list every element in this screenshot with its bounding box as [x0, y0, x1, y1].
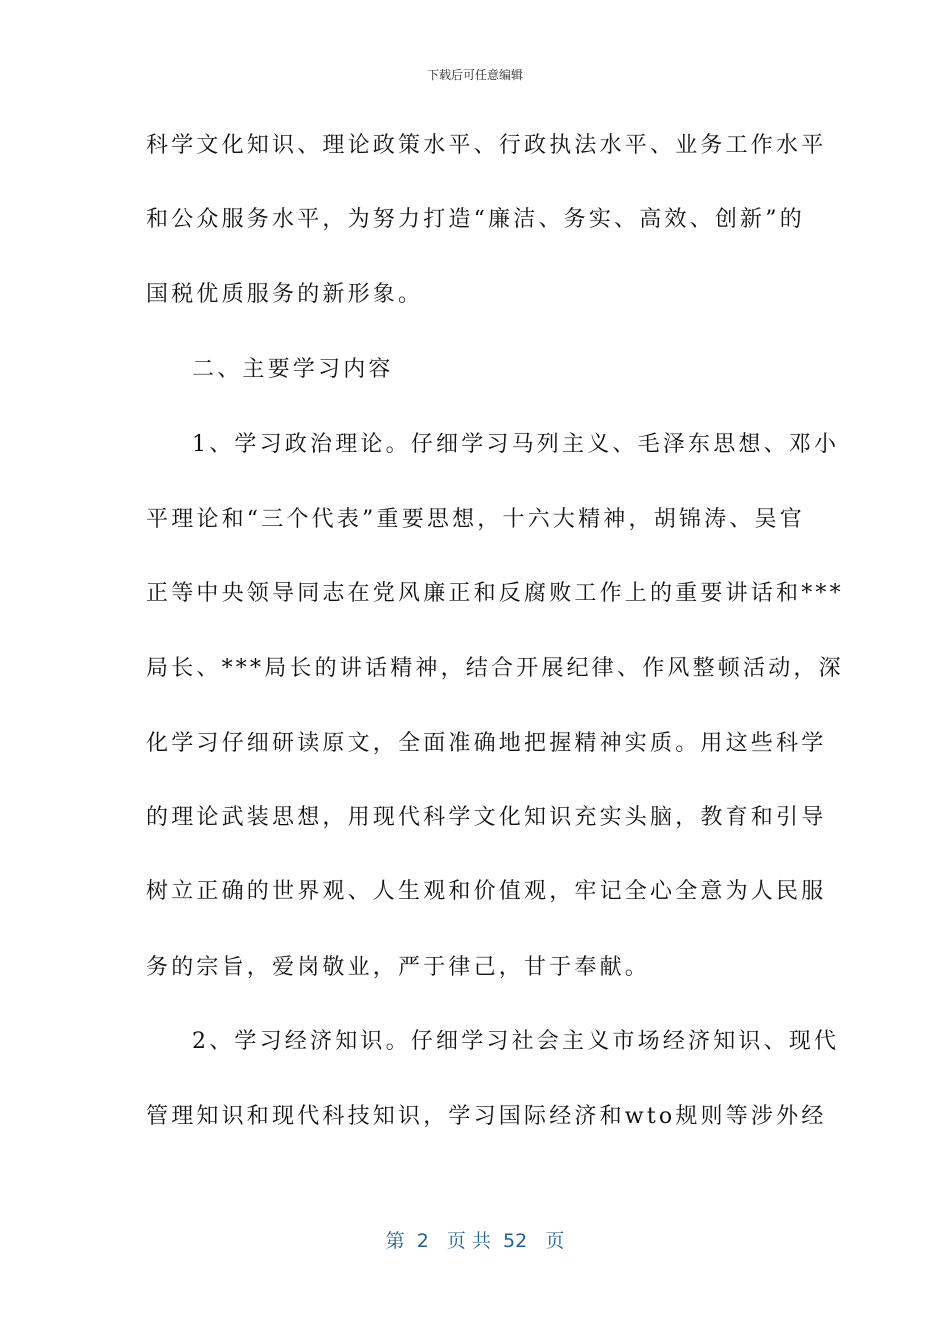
text-line: 平理论和“三个代表”重要思想，十六大精神，胡锦涛、吴官	[146, 507, 805, 532]
text-line: 化学习仔细研读原文，全面准确地把握精神实质。用这些科学	[146, 731, 827, 756]
section-heading: 二、主要学习内容	[192, 357, 394, 382]
text-line: 局长、***局长的讲话精神，结合开展纪律、作风整顿活动，深	[146, 656, 844, 681]
text-line: 1、学习政治理论。仔细学习马列主义、毛泽东思想、邓小	[192, 432, 840, 457]
text-line: 务的宗旨，爱岗敬业，严于律己，甘于奉献。	[146, 955, 651, 980]
page-number-footer: 第 2 页 共 52 页	[385, 1230, 565, 1252]
text-line: 的理论武装思想，用现代科学文化知识充实头脑，教育和引导	[146, 805, 827, 830]
text-line: 和公众服务水平，为努力打造“廉洁、务实、高效、创新”的	[146, 207, 805, 232]
text-line: 管理知识和现代科技知识，学习国际经济和wto规则等涉外经	[146, 1104, 827, 1129]
text-line: 2、学习经济知识。仔细学习社会主义市场经济知识、现代	[192, 1029, 840, 1054]
header-note: 下载后可任意编辑	[426, 68, 523, 82]
text-line: 国税优质服务的新形象。	[146, 282, 424, 307]
text-line: 正等中央领导同志在党风廉正和反腐败工作上的重要讲话和***	[146, 581, 844, 606]
text-line: 科学文化知识、理论政策水平、行政执法水平、业务工作水平	[146, 133, 827, 158]
text-line: 树立正确的世界观、人生观和价值观，牢记全心全意为人民服	[146, 879, 827, 904]
